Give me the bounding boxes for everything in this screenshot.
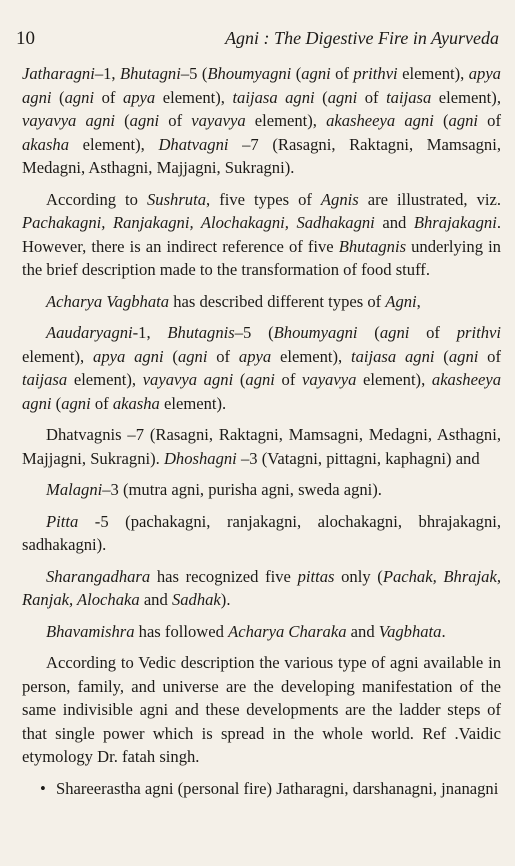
text-run: , xyxy=(416,291,421,311)
italic-term: Acharya Vagbhata xyxy=(46,291,170,311)
italic-term: Jatharagni xyxy=(22,64,95,83)
italic-term: Bhrajakagni xyxy=(413,213,497,232)
italic-term: agni xyxy=(301,64,331,83)
italic-term: Acharya Charaka xyxy=(228,621,347,641)
paragraph xyxy=(22,62,501,180)
text-run: According to Vedic description the various type of agni available in person, family, and universe are the developing manifestation of the same indivisible agni and these developments are the ladder steps of that single power which is spread in the whole world. Ref .Vaidic etymology Dr. fatah singh. xyxy=(22,653,501,766)
italic-term: apya agni xyxy=(93,346,164,366)
italic-term: vayavya agni xyxy=(22,111,115,130)
italic-term: Bhutagnis xyxy=(167,323,235,342)
text-run: of xyxy=(357,87,387,107)
italic-term: akasheeya agni xyxy=(326,111,434,130)
text-run: has followed xyxy=(134,621,229,641)
text-run: element), xyxy=(155,87,233,107)
italic-term: agni xyxy=(245,370,275,389)
text-run: element), xyxy=(431,87,501,107)
italic-term: apya xyxy=(238,346,272,366)
italic-term: vayavya xyxy=(302,370,357,389)
italic-term: Dhatvagni xyxy=(158,134,229,154)
italic-term: vayavya xyxy=(191,111,246,130)
italic-term: agni xyxy=(379,323,410,342)
italic-term: Bhavamishra xyxy=(46,621,135,641)
paragraph xyxy=(22,620,501,644)
text-run: ( xyxy=(314,87,328,107)
italic-term: Sadhak xyxy=(171,590,221,609)
text-run: underlying in the brief description made to the transformation of food stuff. xyxy=(22,236,501,279)
text-run: ( xyxy=(433,111,449,130)
text-run: of xyxy=(94,87,123,107)
text-run: -1, xyxy=(132,323,168,342)
italic-term: Malagni xyxy=(46,480,103,499)
text-run: ( xyxy=(51,87,65,107)
text-run: of xyxy=(478,346,501,366)
italic-term: Bhoumyagni xyxy=(273,323,358,342)
italic-term: agni xyxy=(61,393,91,413)
italic-term: prithvi xyxy=(353,64,398,83)
italic-term: akasheeya agni xyxy=(22,370,501,413)
text-run: –1, xyxy=(94,64,120,83)
italic-term: Pachak, Bhrajak, Ranjak, Alochaka xyxy=(22,566,501,609)
paragraph xyxy=(22,510,501,557)
text-run: of xyxy=(274,370,303,389)
text-run: element), xyxy=(356,370,432,389)
italic-term: Aaudaryagni xyxy=(46,323,133,342)
text-run: -5 (pachakagni, ranjakagni, alochakagni, bhrajakagni, sadhakagni). xyxy=(22,511,501,554)
italic-term: agni xyxy=(129,111,160,130)
text-run: are illustrated, viz. xyxy=(358,189,501,209)
text-run: –3 (mutra agni, purisha agni, sweda agni). xyxy=(102,480,382,499)
text-run: ). xyxy=(220,590,231,609)
text-run: element), xyxy=(245,111,327,130)
italic-term: Agni xyxy=(385,291,417,311)
page-header xyxy=(16,28,499,54)
italic-term: agni xyxy=(448,111,479,130)
paragraph xyxy=(22,188,501,282)
italic-term: Agnis xyxy=(320,189,359,209)
text-run: , five types of xyxy=(206,189,321,209)
text-run: element), xyxy=(22,346,94,366)
bullet-item xyxy=(40,777,501,801)
text-run: element), xyxy=(69,134,159,154)
italic-term: agni xyxy=(177,346,208,366)
text-run: ( xyxy=(357,323,380,342)
paragraph xyxy=(22,321,501,415)
italic-term: Dhoshagni xyxy=(163,448,237,468)
text-run: ( xyxy=(51,393,62,413)
text-run: –5 ( xyxy=(180,64,208,83)
text-run: element). xyxy=(159,393,227,413)
running-title: Agni : The Digestive Fire in Ayurveda xyxy=(225,28,499,48)
text-run: and xyxy=(139,590,172,609)
text-run: ( xyxy=(291,64,302,83)
paragraph xyxy=(22,565,501,612)
italic-term: Sushruta xyxy=(147,189,207,209)
text-run: of xyxy=(478,111,501,130)
text-run: ( xyxy=(233,370,246,389)
italic-term: Pachakagni, Ranjakagni, Alochakagni, Sadhakagni xyxy=(22,213,375,232)
text-run: element), xyxy=(67,370,143,389)
text-run: . xyxy=(441,621,446,641)
italic-term: Sharangadhara xyxy=(46,566,151,586)
italic-term: taijasa xyxy=(22,370,68,389)
text-run: ( xyxy=(163,346,178,366)
bullet-marker: • xyxy=(40,778,46,798)
text-run: ( xyxy=(114,111,130,130)
text-run: element), xyxy=(397,64,469,83)
text-run: has described different types of xyxy=(169,291,386,311)
paragraph xyxy=(22,290,501,314)
italic-term: Bhoumyagni xyxy=(207,64,292,83)
paragraph xyxy=(22,651,501,769)
text-run: ( xyxy=(434,346,449,366)
italic-term: taijasa xyxy=(386,87,432,107)
paragraph xyxy=(22,478,501,502)
text-run: element), xyxy=(271,346,351,366)
italic-term: Bhutagnis xyxy=(338,236,407,256)
text-run: –5 ( xyxy=(234,323,274,342)
italic-term: Vagbhata xyxy=(378,621,442,641)
italic-term: Bhutagni xyxy=(120,64,181,83)
italic-term: vayavya agni xyxy=(142,370,234,389)
bullet-text: Shareerastha agni (personal fire) Jatharagni, darshanagni, jnanagni xyxy=(56,778,499,798)
text-run: of xyxy=(207,346,239,366)
body-text xyxy=(22,62,501,800)
italic-term: taijasa agni xyxy=(351,346,435,366)
text-run: of xyxy=(90,393,113,413)
text-run: –7 (Rasagni, Raktagni, Mamsagni, Medagni, Asthagni, Majjagni, Sukragni). xyxy=(22,134,501,177)
page-number: 10 xyxy=(16,28,35,49)
italic-term: apya agni xyxy=(22,64,501,107)
italic-term: agni xyxy=(64,87,95,107)
italic-term: prithvi xyxy=(456,323,501,342)
paragraph xyxy=(22,423,501,470)
text-run: Dhatvagnis –7 (Rasagni, Raktagni, Mamsagni, Medagni, Asthagni, Majjagni, Sukragni). xyxy=(22,425,501,468)
text-run: and xyxy=(346,621,379,641)
italic-term: agni xyxy=(327,87,358,107)
text-run: –3 (Vatagni, pittagni, kaphagni) and xyxy=(236,448,480,468)
text-run: only ( xyxy=(334,566,383,586)
italic-term: akasha xyxy=(112,393,160,413)
italic-term: agni xyxy=(448,346,479,366)
italic-term: Pitta xyxy=(46,511,79,531)
text-run: and xyxy=(374,213,414,232)
text-run: has recognized five xyxy=(150,566,298,586)
text-run: According to xyxy=(46,189,147,209)
italic-term: akasha xyxy=(22,134,70,154)
text-run: . However, there is an indirect reference of five xyxy=(22,213,501,256)
italic-term: pittas xyxy=(297,566,335,586)
italic-term: apya xyxy=(122,87,156,107)
italic-term: taijasa agni xyxy=(232,87,315,107)
text-run: of xyxy=(330,64,354,83)
text-run: of xyxy=(409,323,457,342)
text-run: of xyxy=(159,111,192,130)
